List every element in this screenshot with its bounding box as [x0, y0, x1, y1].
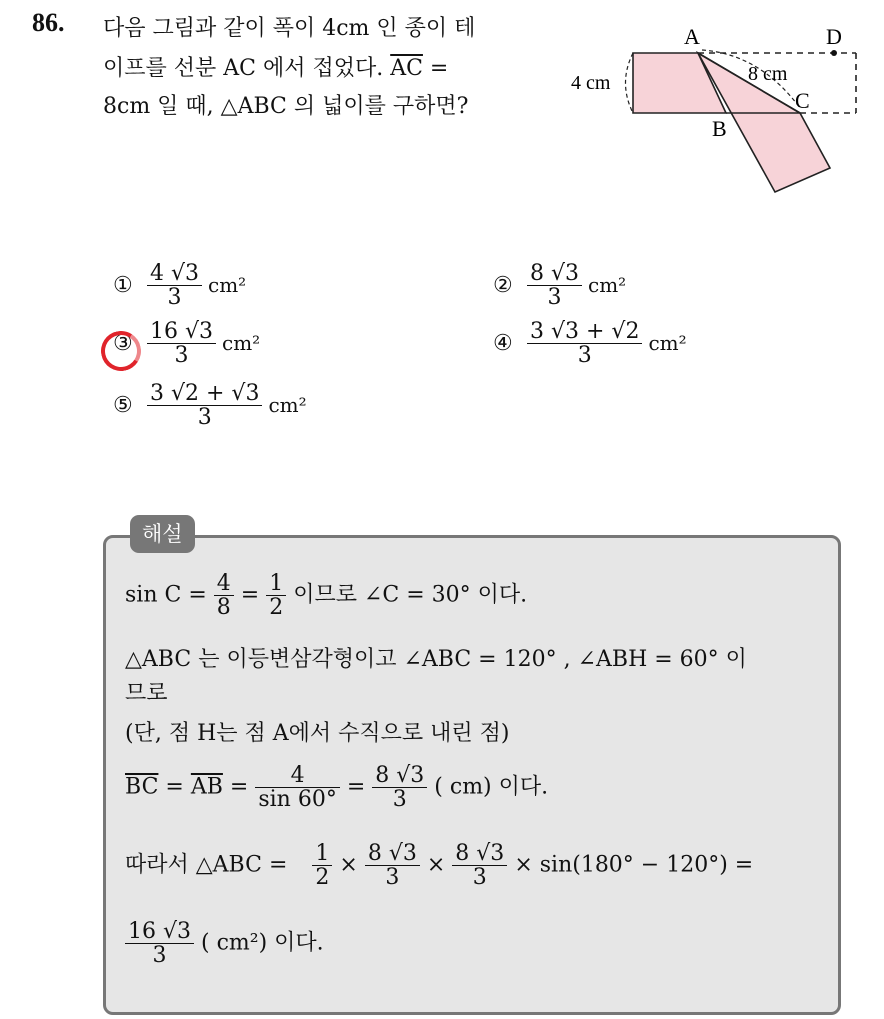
fraction-1-2-numerator: 1 — [266, 572, 286, 596]
fraction-4-8 — [214, 572, 234, 619]
choice-5-number: ⑤ — [113, 392, 133, 418]
choice-5-unit: cm² — [268, 392, 307, 417]
explanation-line-6 — [125, 842, 753, 889]
fraction-8r3-3c-denominator: 3 — [472, 865, 487, 891]
question-line-2-pre: 이프를 선분 AC 에서 접었다. — [103, 56, 391, 81]
explanation-line-7 — [125, 920, 324, 967]
fraction-4-sin60-numerator: 4 — [255, 764, 339, 788]
choice-3-denominator: 3 — [174, 343, 189, 369]
sin-product-text: × sin(180° − 120°) = — [514, 852, 754, 878]
segment-ab-text: $\overline{AB}$ — [190, 774, 223, 800]
fraction-8r3-3c-numerator: 8 √3 — [452, 842, 507, 866]
angle-c-text: 이므로 ∠C = 30° 이다. — [293, 582, 528, 608]
explanation-label: 해설 — [130, 515, 195, 553]
explanation-line-4: (단, 점 H는 점 A에서 수직으로 내린 점) — [125, 721, 510, 746]
fraction-16r3-3 — [125, 920, 194, 967]
question-line-3: 8cm 일 때, △ABC 의 넓이를 구하면? — [103, 94, 469, 119]
fraction-4-sin60-denominator: sin 60° — [258, 787, 337, 813]
choice-3-fraction — [147, 320, 216, 367]
explanation-line-5 — [125, 764, 548, 811]
choice-1-unit: cm² — [208, 272, 247, 297]
choice-2-denominator: 3 — [547, 285, 562, 311]
fraction-4-8-numerator: 4 — [214, 572, 234, 596]
label-a: A — [684, 24, 700, 49]
choice-4-denominator: 3 — [577, 343, 592, 369]
folded-tape-figure — [560, 20, 870, 200]
fraction-8r3-3-numerator: 8 √3 — [372, 764, 427, 788]
choice-4-numerator: 3 √3 + √2 — [527, 320, 642, 344]
segment-bc-text: $\overline{BC}$ — [125, 774, 159, 800]
sin-c-text: sin C = — [125, 582, 207, 608]
fraction-1-2b-denominator: 2 — [315, 865, 330, 891]
choice-5-numerator: 3 √2 + √3 — [147, 382, 262, 406]
question-number: 86. — [32, 8, 65, 37]
fraction-1-2 — [266, 572, 286, 619]
times-sign: × — [339, 852, 358, 878]
label-b: B — [712, 116, 727, 141]
cm-text: ( cm) 이다. — [434, 774, 549, 800]
width-brace — [626, 53, 634, 113]
equals-sign: = — [346, 774, 366, 800]
fraction-8r3-3b-numerator: 8 √3 — [365, 842, 420, 866]
choice-2-numerator: 8 √3 — [527, 262, 582, 286]
fraction-16r3-3-numerator: 16 √3 — [125, 920, 194, 944]
choice-1-number: ① — [113, 272, 133, 298]
therefore-text: 따라서 △ABC = — [125, 852, 288, 878]
choice-3-numerator: 16 √3 — [147, 320, 216, 344]
fraction-4-8-denominator: 8 — [216, 595, 231, 621]
choice-4-fraction — [527, 320, 642, 367]
question-line-2 — [103, 52, 448, 86]
choice-1-numerator: 4 √3 — [147, 262, 202, 286]
equals-sign: = — [165, 774, 184, 800]
length-label: 8 cm — [748, 63, 788, 85]
choice-2-fraction — [527, 262, 582, 309]
times-sign: × — [426, 852, 446, 878]
fraction-4-sin60 — [255, 764, 339, 811]
fraction-16r3-3-denominator: 3 — [152, 943, 167, 969]
equals-sign: = — [229, 774, 249, 800]
fraction-8r3-3b-denominator: 3 — [385, 865, 400, 891]
choice-5-denominator: 3 — [197, 405, 212, 431]
choice-1-denominator: 3 — [167, 285, 182, 311]
choice-4-unit: cm² — [648, 330, 687, 355]
explanation-line-3: 므로 — [125, 681, 168, 706]
choice-1[interactable] — [113, 262, 246, 309]
choice-1-fraction — [147, 262, 202, 309]
fraction-8r3-3b — [365, 842, 420, 889]
choice-3-number: ③ — [113, 330, 133, 356]
fraction-8r3-3 — [372, 764, 427, 811]
segment-ac: $\overline{AC}$ — [390, 56, 423, 81]
fraction-1-2-denominator: 2 — [269, 595, 284, 621]
choice-4-number: ④ — [493, 330, 513, 356]
equals-sign: = — [240, 582, 260, 608]
explanation-line-2: △ABC 는 이등변삼각형이고 ∠ABC = 120° , ∠ABH = 60° 이 — [125, 647, 747, 672]
fraction-8r3-3c — [452, 842, 507, 889]
label-c: C — [795, 88, 810, 113]
fraction-1-2b — [312, 842, 332, 889]
choice-2[interactable] — [493, 262, 626, 309]
fraction-8r3-3-denominator: 3 — [392, 787, 407, 813]
choice-5-fraction — [147, 382, 262, 429]
label-d: D — [826, 24, 842, 49]
question-line-2-post: = — [422, 56, 449, 81]
question-line-1: 다음 그림과 같이 폭이 4cm 인 종이 테 — [103, 16, 476, 41]
width-label: 4 cm — [571, 72, 611, 94]
choice-3-unit: cm² — [222, 330, 261, 355]
choice-4[interactable] — [493, 320, 687, 367]
fraction-1-2b-numerator: 1 — [312, 842, 332, 866]
point-d — [831, 50, 837, 56]
choice-2-number: ② — [493, 272, 513, 298]
choice-2-unit: cm² — [588, 272, 627, 297]
choice-5[interactable] — [113, 382, 307, 429]
explanation-line-1 — [125, 572, 527, 619]
result-unit-text: ( cm²) 이다. — [201, 930, 324, 956]
